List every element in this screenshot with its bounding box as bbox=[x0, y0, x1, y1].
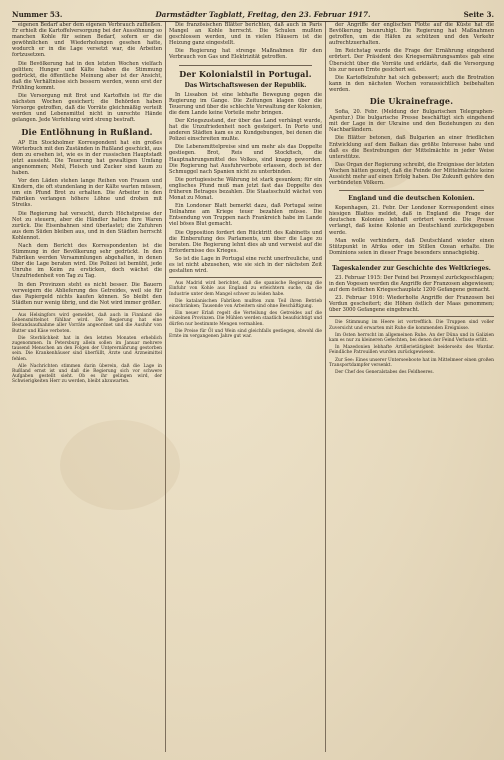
newspaper-title-date: Darmstädter Tagblatt, Freitag, den 23. Februar 1917. bbox=[155, 10, 371, 19]
article-heading: Die Entlöhnung in Rußland. bbox=[21, 126, 153, 137]
paragraph: Die Preise für Öl und Wein sind gleichfalls gestiegen, obwohl die Ernte im vergangenen Jahre gut war. bbox=[169, 328, 322, 340]
paragraph: AP Ein Stockholmer Korrespondent hat ein großes Wörterbuch mit den Zuständen in Rußland geschickt, aus dem zu ersehen ist, wie es in der russischen Hauptstadt jetzt aussieht. Die Teuerung hat gewaltigen Umfang angenommen; Mehl, Fleisch und Zucker sind kaum zu haben. bbox=[12, 139, 162, 176]
paragraph: Ein Londoner Blatt bemerkt dazu, daß Portugal seine Teilnahme am Kriege teuer bezahlen müsse. Die Entsendung von Truppen nach Frankreich habe im Lande viel böses Blut gemacht. bbox=[169, 203, 322, 228]
paragraph: Die Opposition fordert den Rücktritt des Kabinetts und die Einberufung des Parlaments, um über die Lage zu beraten. Die Regierung lehnt dies ab und verweist auf die Erfordernisse des Krieges. bbox=[169, 229, 322, 254]
article-heading: England und die deutschen Kolonien. bbox=[348, 195, 475, 203]
divider bbox=[339, 190, 484, 191]
paragraph: Kopenhagen, 21. Febr. Der Londoner Korrespondent eines hiesigen Blattes meldet, daß in England die Frage der deutschen Kolonien lebhaft erörtert werde. Die Presse verlangt, daß keine Kolonie an Deutschland zurückgegeben werde. bbox=[329, 205, 494, 236]
paragraph: Die Stimmung im Heere ist vortrefflich. Die Truppen sind voller Zuversicht und erwarten mit Ruhe die kommenden Ereignisse. bbox=[329, 320, 494, 331]
article-heading: Der Kolonialstil in Portugal. bbox=[179, 68, 312, 79]
article-heading: Die Ukrainefrage. bbox=[369, 96, 454, 107]
paragraph: Der Kriegszustand, der über das Land verhängt wurde, hat die Unzufriedenheit noch gesteigert. In Porto und anderen Städten kam es zu Kundgebungen, bei denen die Polizei einschreiten mußte. bbox=[169, 117, 322, 143]
paragraph: Zur See: Eines unserer Unterseeboote hat im Mittelmeer einen großen Transportdampfer versenkt. bbox=[329, 357, 494, 368]
paragraph: Die Sterblichkeit hat in den letzten Monaten erheblich zugenommen. In Petersburg allein sollen im Januar mehrere tausend Menschen an den Folgen der Unterernährung gestorben sein. Die Krankenhäuser sind überfüllt, Ärzte und Arzneimittel fehlen. bbox=[12, 335, 162, 362]
paragraph: So ist die Lage in Portugal eine recht unerfreuliche, und es ist nicht abzusehen, wie sie sich in der nächsten Zeit gestalten wird. bbox=[169, 255, 322, 275]
issue-number: Nummer 53. bbox=[12, 10, 63, 19]
paper-stain bbox=[60, 420, 180, 510]
paragraph: Im Reichstag wurde die Frage der Ernährung eingehend erörtert. Der Präsident des Kriegsernährungsamtes gab eine Übersicht über die Vorräte und erklärte, daß die Versorgung bis zur neuen Ernte gesichert sei. bbox=[329, 48, 494, 73]
article-heading: Tageskalender zur Geschichte des Weltkrieges. bbox=[332, 264, 491, 272]
column-2 bbox=[169, 22, 322, 752]
divider bbox=[329, 316, 494, 317]
column-rule bbox=[325, 22, 326, 752]
paragraph: Die katalanischen Fabriken mußten zum Teil ihren Betrieb einschränken; Tausende von Arbeitern sind ohne Beschäftigung. bbox=[169, 298, 322, 309]
paragraph: Aus Madrid wird berichtet, daß die spanische Regierung die Einfuhr von Kohle aus England zu erleichtern suche, da die Industrie unter dem Mangel schwer zu leiden habe. bbox=[169, 281, 322, 297]
paragraph: In Lissabon ist eine lebhafte Bewegung gegen die Regierung im Gange. Die Zeitungen klagen über die Teuerung und über die schlechte Verwaltung der Kolonien, die dem Lande keine Vorteile mehr bringen. bbox=[169, 91, 322, 116]
page-number: Seite 3. bbox=[463, 10, 494, 19]
paper-stain bbox=[330, 120, 420, 190]
paragraph: Alle Nachrichten stimmen darin überein, daß die Lage in Rußland ernst ist und daß die Regierung sich vor schwere Aufgaben gestellt sieht. Ob es ihr gelingen wird, der Schwierigkeiten Herr zu werden, bleibt abzuwarten. bbox=[12, 363, 162, 385]
divider bbox=[179, 65, 312, 66]
divider bbox=[169, 277, 322, 278]
paragraph: Die französischen Blätter berichten, daß auch in Paris Mangel an Kohle herrscht. Die Schulen mußten geschlossen werden, und in vielen Häusern ist die Heizung ganz eingestellt. bbox=[169, 22, 322, 47]
paragraph: Die portugiesische Währung ist stark gesunken; für ein englisches Pfund muß man jetzt fast das Doppelte des früheren Betrages bezahlen. Die Staatsschuld wächst von Monat zu Monat. bbox=[169, 176, 322, 202]
paragraph: Man wolle verhindern, daß Deutschland wieder einen Stützpunkt in Afrika oder im Stillen Ozean erhalte. Die Dominions seien in dieser Frage besonders unnachgiebig. bbox=[329, 237, 494, 256]
paragraph: Die Regierung hat strenge Maßnahmen für den Verbrauch von Gas und Elektrizität getroffen. bbox=[169, 48, 322, 61]
paragraph: Die Kartoffelzufuhr hat sich gebessert; auch die Brotration kann in den nächsten Wochen voraussichtlich beibehalten werden. bbox=[329, 74, 494, 93]
article-subheading: Das Wirtschaftswesen der Republik. bbox=[184, 81, 307, 89]
divider bbox=[12, 309, 162, 310]
paragraph: Sofia, 20. Febr. (Meldung der Bulgarischen Telegraphen-Agentur.) Die bulgarische Presse beschäftigt sich eingehend mit der Lage in der Ukraine und den Beziehungen zu den Nachbarländern. bbox=[329, 109, 494, 134]
paragraph: Das Organ der Regierung schreibt, die Ereignisse der letzten Wochen hätten gezeigt, daß die Feinde der Mittelmächte keine Aussicht mehr auf einen Erfolg haben. Die Zukunft gehöre den verbündeten Völkern. bbox=[329, 161, 494, 187]
column-1 bbox=[12, 22, 162, 752]
paragraph: Nach dem Bericht des Korrespondenten ist die Stimmung in der Bevölkerung sehr gedrückt. In den Fabriken werden Versammlungen abgehalten, in denen über die Lage beraten wird. Die Polizei ist bemüht, jede Unruhe im Keim zu ersticken, doch wächst die Unzufriedenheit von Tag zu Tag. bbox=[12, 243, 162, 280]
paragraph: Die Regierung hat versucht, durch Höchstpreise der Not zu steuern, aber die Händler halten ihre Waren zurück. Die Eisenbahnen sind überlastet; die Zufuhren aus dem Süden bleiben aus, und in den Städten herrscht Kohlennot. bbox=[12, 210, 162, 241]
paragraph: In Mazedonien lebhafte Artillerietätigkeit beiderseits des Wardar. Feindliche Patrouillen wurden zurückgewiesen. bbox=[329, 345, 494, 356]
paragraph: Ein neuer Erlaß regelt die Verteilung des Getreides auf die einzelnen Provinzen. Die Mühlen werden staatlich beaufsichtigt und dürfen nur bestimmte Mengen vermahlen. bbox=[169, 311, 322, 327]
paragraph: 23. Februar 1916: Wiederholte Angriffe der Franzosen bei Verdun gescheitert; die Höhen östlich der Maas genommen; über 3000 Gefangene eingebracht. bbox=[329, 295, 494, 314]
paragraph: eigenen Bedarf aber dem eigenen Verbrauch zufließen. Er erhielt die Kartoffelversorgung bei der Aussöhnung so manchen Kohle für seinen Bedarf, sofern er die gewöhnlichen und Wiederholungen gesehen hatte, wodurch er in die Lage versetzt war, die Arbeiten fortzusetzen. bbox=[12, 22, 162, 59]
paragraph: Die Versorgung mit Brot und Kartoffeln ist für die nächsten Wochen gesichert; die Behörden haben Vorsorge getroffen, daß die Vorräte gleichmäßig verteilt werden und Lebensmittel nicht in unrechte Hände gelangen. Jede Verfehlung wird streng bestraft. bbox=[12, 93, 162, 124]
paragraph: Im Osten herrscht im allgemeinen Ruhe. An der Düna und in Galizien kam es nur zu kleineren Gefechten, bei denen der Feind Verluste erlitt. bbox=[329, 332, 494, 344]
paragraph: In den Provinzen steht es nicht besser. Die Bauern verweigern die Ablieferung des Getreides, weil sie für das Papiergeld nichts kaufen können. So bleibt den Städten nur wenig übrig, und die Not wird immer größer. bbox=[12, 281, 162, 306]
paragraph: Vor den Läden stehen lange Reihen von Frauen und Kindern, die oft stundenlang in der Kälte warten müssen, um ein Pfund Brot zu erhalten. Die Arbeiter in den Fabriken verlangen höhere Löhne und drohen mit Streiks. bbox=[12, 178, 162, 209]
column-rule bbox=[165, 22, 166, 752]
paragraph: Die Lebensmittelpreise sind um mehr als das Doppelte gestiegen. Brot, Reis und Stockfisch, die Hauptnahrungsmittel des Volkes, sind knapp geworden. Die Regierung hat Ausfuhrverbote erlassen, doch ist der Schmuggel nach Spanien nicht zu unterbinden. bbox=[169, 144, 322, 175]
columns bbox=[12, 22, 494, 752]
paragraph: Die Blätter betonen, daß Bulgarien an einer friedlichen Entwicklung auf dem Balkan das größte Interesse habe und daß es die Bestrebungen der Mittelmächte in jeder Weise unterstütze. bbox=[329, 135, 494, 160]
divider bbox=[339, 260, 484, 261]
paragraph: Die Bevölkerung hat in den letzten Wochen vielfach gelitten; Hunger und Kälte haben die Stimmung gedrückt, die öffentliche Meinung aber ist der Ansicht, daß die Verhältnisse sich bessern werden, wenn erst der Frühling kommt. bbox=[12, 60, 162, 91]
paragraph: Aus Helsingfors wird gemeldet, daß auch in Finnland die Lebensmittelnot fühlbar wird. Die Regierung hat eine Bestandsaufnahme aller Vorräte angeordnet und die Ausfuhr von Butter und Käse verboten. bbox=[12, 312, 162, 334]
paragraph: Der Chef des Generalstabes des Feldheeres. bbox=[335, 370, 434, 376]
paragraph: der Angriffe der englischen Flotte auf die Küste hat die Bevölkerung beunruhigt. Die Regierung hat Maßnahmen getroffen, um die Häfen zu schützen und den Verkehr aufrechtzuerhalten. bbox=[329, 22, 494, 47]
paragraph: 23. Februar 1915: Der Feind bei Przemysl zurückgeschlagen; in den Vogesen werden die Angriffe der Franzosen abgewiesen; auf dem östlichen Kriegsschauplatz 1200 Gefangene gemacht. bbox=[329, 274, 494, 294]
masthead bbox=[12, 10, 494, 22]
